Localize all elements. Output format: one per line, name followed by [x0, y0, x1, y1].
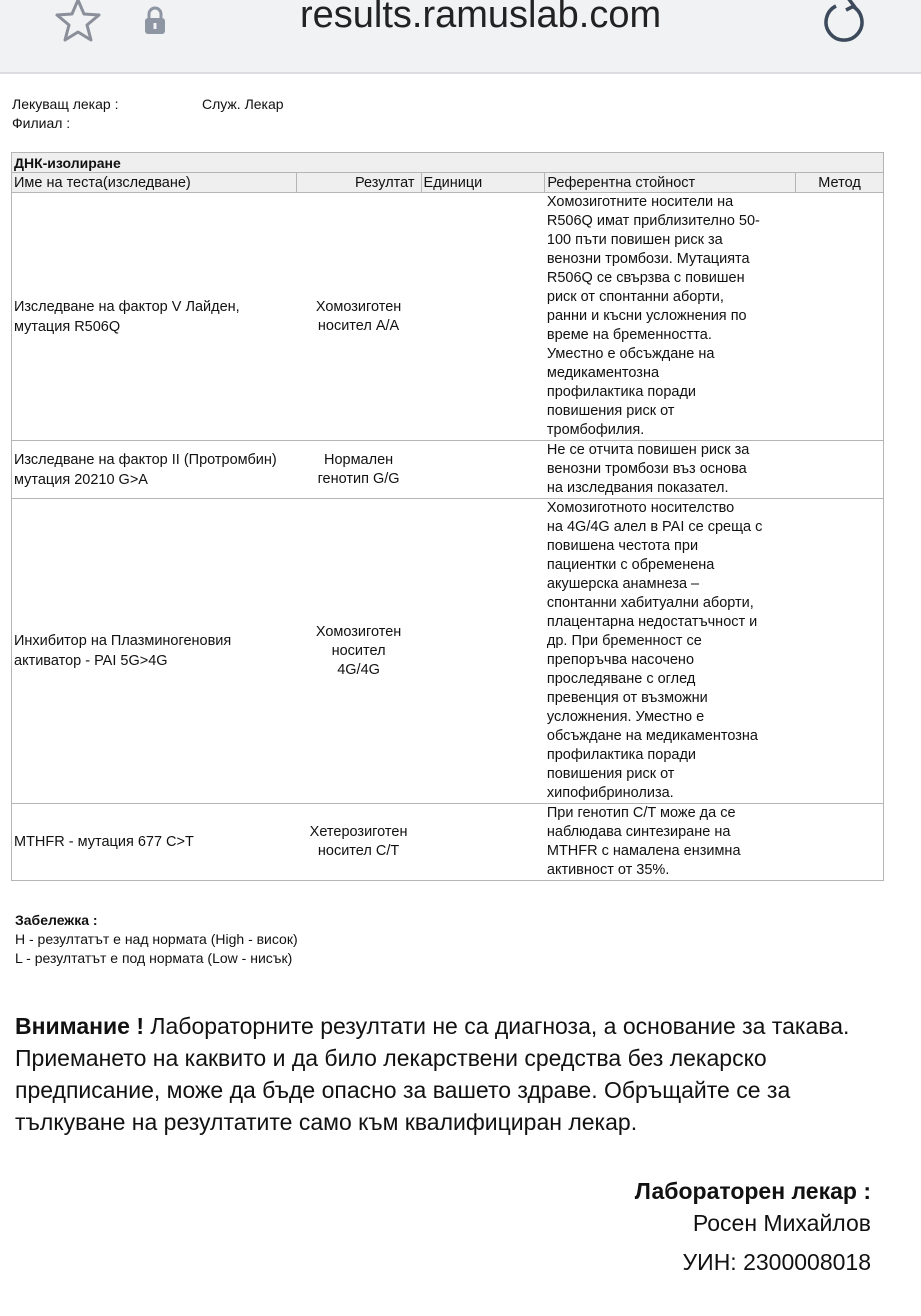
url-text[interactable]: results.ramuslab.com: [300, 0, 662, 36]
table-row: [12, 193, 884, 441]
lab-doctor-label: Лабораторен лекар :: [634, 1178, 871, 1204]
notes-title: Забележка :: [15, 912, 98, 928]
doctor-value: Служ. Лекар: [202, 96, 284, 112]
lab-doctor-name: Росен Михайлов: [692, 1210, 871, 1236]
test-method: [796, 441, 884, 499]
test-name: MTHFR - мутация 677 C>T: [12, 804, 297, 881]
header-reference: Референтна стойност: [545, 173, 796, 193]
test-name: Изследване на фактор V Лайден, мутация R506Q: [12, 193, 297, 441]
warning-body: Лабораторните резултати не са диагноза, а основание за такава. Приемането на каквито и да било лекарствени средства без лекарско предписание, може да бъде опасно за вашето здраве. Обръщайте се за тълкуване на резултатите само към квалифициран лекар.: [15, 1013, 850, 1135]
test-name: Инхибитор на Плазминогеновия активатор - PAI 5G>4G: [12, 499, 297, 804]
section-title: ДНК-изолиране: [12, 153, 884, 173]
table-row: [12, 499, 884, 804]
lab-doctor-uin: УИН: 2300008018: [682, 1249, 871, 1275]
table-row: [12, 441, 884, 499]
branch: [12, 115, 70, 131]
doctor-label: Лекуващ лекар :: [12, 96, 119, 112]
note-high: H - резултатът е над нормата (High - висок): [15, 931, 298, 947]
header-method: Метод: [796, 173, 884, 193]
test-units: [421, 441, 545, 499]
bookmark-star-icon[interactable]: [52, 0, 104, 44]
branch-label: Филиал :: [12, 115, 71, 131]
test-result: Хомозиготен носител 4G/4G: [296, 499, 421, 804]
notes: [15, 911, 298, 968]
test-units: [421, 804, 545, 881]
browser-address-bar: [0, 0, 921, 74]
test-result: Хомозиготен носител А/А: [296, 193, 421, 441]
test-name: Изследване на фактор II (Протромбин) мутация 20210 G>A: [12, 441, 297, 499]
header-units: Единици: [421, 173, 545, 193]
test-method: [796, 804, 884, 881]
note-low: L - резултатът е под нормата (Low - нисък): [15, 950, 293, 966]
test-units: [421, 499, 545, 804]
warning-label: Внимание !: [15, 1013, 145, 1039]
test-method: [796, 193, 884, 441]
test-method: [796, 499, 884, 804]
lock-icon: [143, 6, 167, 36]
test-result: Нормален генотип G/G: [296, 441, 421, 499]
test-units: [421, 193, 545, 441]
warning-text: [15, 1010, 895, 1138]
test-result: Хетерозиготен носител C/T: [296, 804, 421, 881]
table-row: [12, 804, 884, 881]
test-reference: Хомозиготните носители на R506Q имат приблизително 50- 100 пъти повишен риск за венозни тромбози. Мутацията R506Q се свързва с повишен риск от спонтанни аборти, ранни и късни усложнения по време на бременността. Уместно е обсъждане на медикаментозна профилактика поради повишения риск от тромбофилия.: [545, 193, 796, 441]
header-test-name: Име на теста(изследване): [12, 173, 297, 193]
reload-icon[interactable]: [818, 0, 870, 46]
test-reference: Хомозиготното носителство на 4G/4G алел в PAI се среща с повишена честота при пациентки с обременена акушерска анамнеза – спонтанни хабитуални аборти, плацентарна недостатъчност и др. При бременност се препоръчва насочено проследяване с оглед превенция от възможни усложнения. Уместно е обсъждане на медикаментозна профилактика поради повишения риск от хипофибринолиза.: [545, 499, 796, 804]
header-result: Резултат: [296, 173, 421, 193]
test-reference: Не се отчита повишен риск за венозни тромбози въз основа на изследвания показател.: [545, 441, 796, 499]
treating-doctor: [12, 96, 284, 112]
test-reference: При генотип C/T може да се наблюдава синтезиране на MTHFR с намалена ензимна активност от 35%.: [545, 804, 796, 881]
results-table: [11, 152, 884, 881]
